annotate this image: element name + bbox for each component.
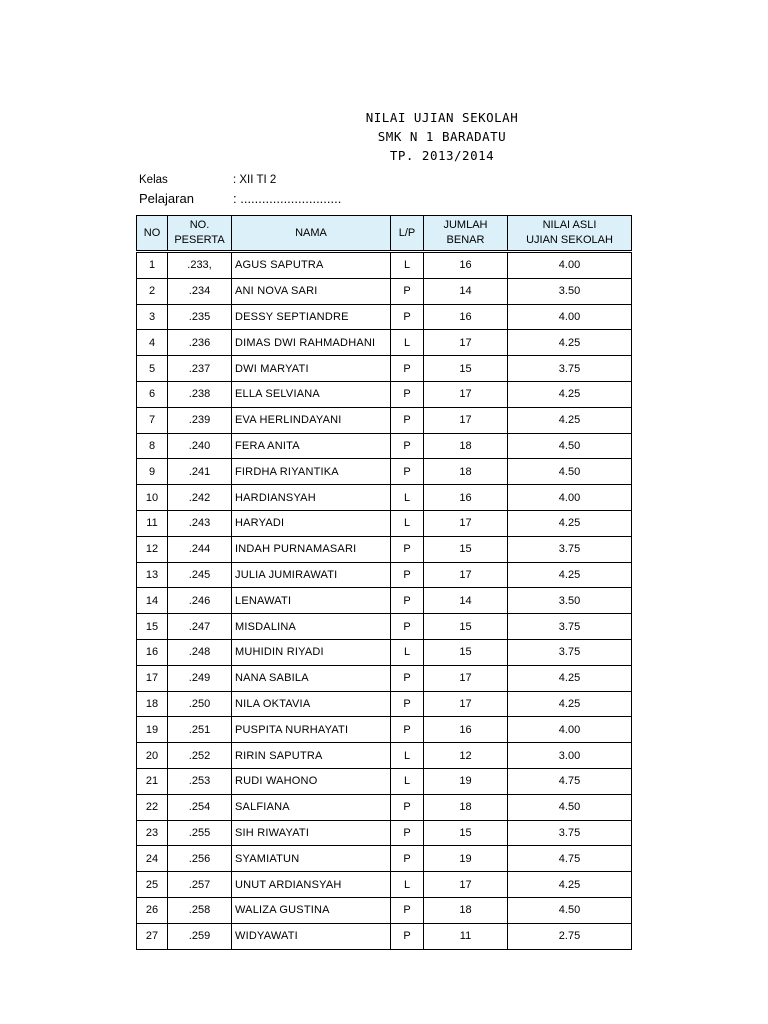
cell-peserta: .254 [168,794,232,820]
cell-peserta: .257 [168,872,232,898]
table-row [137,459,632,485]
cell-nilai: 3.00 [508,743,632,769]
cell-no: 19 [137,717,168,743]
cell-nama: FERA ANITA [232,433,391,459]
table-row [137,614,632,640]
cell-peserta: .241 [168,459,232,485]
table-row [137,717,632,743]
table-row [137,691,632,717]
cell-jumlah-benar: 16 [424,717,508,743]
title-line-3: TP. 2013/2014 [389,148,495,163]
cell-peserta: .235 [168,304,232,330]
cell-lp: P [391,278,424,304]
cell-nama: DIMAS DWI RAHMADHANI [232,330,391,356]
table-row [137,381,632,407]
cell-lp: L [391,743,424,769]
cell-no: 9 [137,459,168,485]
table-row [137,433,632,459]
cell-nama: EVA HERLINDAYANI [232,407,391,433]
cell-nama: HARYADI [232,510,391,536]
cell-lp: P [391,356,424,382]
col-header-no: NO [137,216,168,252]
cell-lp: L [391,639,424,665]
table-row [137,278,632,304]
cell-no: 7 [137,407,168,433]
cell-nilai: 4.25 [508,872,632,898]
cell-peserta: .253 [168,768,232,794]
cell-nilai: 3.50 [508,278,632,304]
cell-peserta: .255 [168,820,232,846]
cell-peserta: .258 [168,897,232,923]
cell-no: 20 [137,743,168,769]
cell-peserta: .243 [168,510,232,536]
cell-nilai: 3.75 [508,614,632,640]
table-row [137,665,632,691]
table-row [137,820,632,846]
cell-lp: P [391,794,424,820]
cell-nama: ANI NOVA SARI [232,278,391,304]
cell-jumlah-benar: 16 [424,485,508,511]
cell-jumlah-benar: 12 [424,743,508,769]
col-header-nilai: NILAI ASLI UJIAN SEKOLAH [508,216,632,252]
cell-nama: INDAH PURNAMASARI [232,536,391,562]
cell-jumlah-benar: 11 [424,923,508,949]
pelajaran-row [139,191,341,206]
cell-no: 23 [137,820,168,846]
cell-no: 15 [137,614,168,640]
cell-nilai: 4.25 [508,330,632,356]
col-header-jumlah: JUMLAH BENAR [424,216,508,252]
cell-nama: MISDALINA [232,614,391,640]
cell-lp: L [391,768,424,794]
cell-no: 25 [137,872,168,898]
cell-no: 16 [137,639,168,665]
table-row [137,330,632,356]
table-row [137,510,632,536]
col-header-lp: L/P [391,216,424,252]
cell-nilai: 2.75 [508,923,632,949]
cell-jumlah-benar: 19 [424,768,508,794]
cell-nilai: 3.75 [508,820,632,846]
cell-jumlah-benar: 16 [424,252,508,279]
cell-no: 5 [137,356,168,382]
cell-jumlah-benar: 15 [424,356,508,382]
cell-jumlah-benar: 17 [424,872,508,898]
cell-jumlah-benar: 18 [424,459,508,485]
cell-nilai: 3.50 [508,588,632,614]
cell-nama: JULIA JUMIRAWATI [232,562,391,588]
cell-nama: FIRDHA RIYANTIKA [232,459,391,485]
cell-jumlah-benar: 17 [424,407,508,433]
cell-nilai: 4.25 [508,665,632,691]
cell-peserta: .239 [168,407,232,433]
cell-jumlah-benar: 15 [424,820,508,846]
cell-peserta: .251 [168,717,232,743]
cell-lp: P [391,923,424,949]
cell-no: 27 [137,923,168,949]
cell-lp: P [391,717,424,743]
cell-no: 10 [137,485,168,511]
cell-lp: P [391,536,424,562]
cell-peserta: .233, [168,252,232,279]
cell-peserta: .250 [168,691,232,717]
cell-no: 21 [137,768,168,794]
cell-nama: SIH RIWAYATI [232,820,391,846]
cell-jumlah-benar: 15 [424,639,508,665]
cell-lp: P [391,433,424,459]
cell-lp: L [391,510,424,536]
cell-peserta: .252 [168,743,232,769]
cell-no: 18 [137,691,168,717]
pelajaran-label: Pelajaran [139,191,194,206]
cell-nilai: 4.25 [508,691,632,717]
cell-jumlah-benar: 18 [424,794,508,820]
cell-no: 13 [137,562,168,588]
cell-jumlah-benar: 17 [424,691,508,717]
cell-no: 6 [137,381,168,407]
cell-nama: HARDIANSYAH [232,485,391,511]
cell-jumlah-benar: 17 [424,381,508,407]
cell-nilai: 4.75 [508,768,632,794]
cell-peserta: .240 [168,433,232,459]
cell-jumlah-benar: 18 [424,433,508,459]
table-row [137,562,632,588]
cell-peserta: .244 [168,536,232,562]
table-row [137,639,632,665]
cell-nama: WALIZA GUSTINA [232,897,391,923]
cell-lp: P [391,588,424,614]
table-row [137,768,632,794]
cell-nilai: 4.50 [508,794,632,820]
cell-nilai: 3.75 [508,536,632,562]
cell-nilai: 4.50 [508,897,632,923]
cell-no: 24 [137,846,168,872]
cell-lp: P [391,897,424,923]
cell-lp: P [391,614,424,640]
cell-jumlah-benar: 17 [424,510,508,536]
cell-nilai: 4.00 [508,717,632,743]
cell-peserta: .237 [168,356,232,382]
cell-nama: AGUS SAPUTRA [232,252,391,279]
cell-jumlah-benar: 14 [424,278,508,304]
cell-jumlah-benar: 17 [424,562,508,588]
cell-nama: WIDYAWATI [232,923,391,949]
cell-jumlah-benar: 19 [424,846,508,872]
cell-peserta: .245 [168,562,232,588]
cell-lp: L [391,485,424,511]
cell-no: 2 [137,278,168,304]
col-header-nama: NAMA [232,216,391,252]
cell-lp: P [391,820,424,846]
cell-nama: NILA OKTAVIA [232,691,391,717]
cell-nama: SALFIANA [232,794,391,820]
cell-nilai: 4.75 [508,846,632,872]
table-row [137,356,632,382]
cell-no: 8 [137,433,168,459]
cell-no: 17 [137,665,168,691]
cell-peserta: .256 [168,846,232,872]
cell-nilai: 4.00 [508,252,632,279]
cell-jumlah-benar: 15 [424,614,508,640]
cell-peserta: .236 [168,330,232,356]
cell-lp: L [391,330,424,356]
cell-nama: ELLA SELVIANA [232,381,391,407]
cell-nama: MUHIDIN RIYADI [232,639,391,665]
cell-nilai: 4.00 [508,304,632,330]
cell-jumlah-benar: 15 [424,536,508,562]
title-line-1: NILAI UJIAN SEKOLAH [365,110,519,125]
cell-lp: P [391,691,424,717]
cell-nilai: 4.25 [508,562,632,588]
table-row [137,846,632,872]
cell-lp: P [391,665,424,691]
kelas-label: Kelas [139,174,168,186]
cell-peserta: .242 [168,485,232,511]
grades-table [136,215,632,950]
table-row [137,794,632,820]
kelas-value: : XII TI 2 [233,174,277,186]
cell-jumlah-benar: 17 [424,330,508,356]
cell-nilai: 4.25 [508,510,632,536]
cell-jumlah-benar: 16 [424,304,508,330]
cell-peserta: .247 [168,614,232,640]
table-row [137,923,632,949]
cell-lp: P [391,407,424,433]
cell-nilai: 4.25 [508,407,632,433]
cell-nilai: 3.75 [508,356,632,382]
table-header-row [137,216,632,252]
cell-nama: RUDI WAHONO [232,768,391,794]
cell-lp: P [391,562,424,588]
cell-jumlah-benar: 18 [424,897,508,923]
cell-nilai: 3.75 [508,639,632,665]
cell-lp: P [391,381,424,407]
cell-nama: LENAWATI [232,588,391,614]
table-row [137,743,632,769]
cell-lp: P [391,459,424,485]
cell-nilai: 4.00 [508,485,632,511]
cell-nilai: 4.25 [508,381,632,407]
cell-peserta: .234 [168,278,232,304]
cell-nama: RIRIN SAPUTRA [232,743,391,769]
cell-peserta: .238 [168,381,232,407]
cell-no: 22 [137,794,168,820]
cell-nama: DWI MARYATI [232,356,391,382]
pelajaran-value: : ............................ [233,191,342,206]
table-row [137,588,632,614]
cell-peserta: .249 [168,665,232,691]
cell-nama: PUSPITA NURHAYATI [232,717,391,743]
cell-no: 12 [137,536,168,562]
cell-no: 1 [137,252,168,279]
cell-nama: UNUT ARDIANSYAH [232,872,391,898]
cell-jumlah-benar: 17 [424,665,508,691]
cell-jumlah-benar: 14 [424,588,508,614]
cell-nama: NANA SABILA [232,665,391,691]
cell-nilai: 4.50 [508,459,632,485]
cell-lp: P [391,304,424,330]
cell-no: 14 [137,588,168,614]
table-row [137,485,632,511]
cell-no: 4 [137,330,168,356]
cell-no: 11 [137,510,168,536]
document-title [312,108,572,165]
cell-lp: L [391,872,424,898]
table-row [137,407,632,433]
col-header-peserta: NO. PESERTA [168,216,232,252]
cell-lp: P [391,846,424,872]
cell-no: 26 [137,897,168,923]
cell-nilai: 4.50 [508,433,632,459]
title-line-2: SMK N 1 BARADATU [377,129,507,144]
cell-lp: L [391,252,424,279]
cell-nama: SYAMIATUN [232,846,391,872]
cell-peserta: .248 [168,639,232,665]
kelas-row [139,174,276,186]
table-row [137,897,632,923]
table-row [137,252,632,279]
table-row [137,872,632,898]
cell-nama: DESSY SEPTIANDRE [232,304,391,330]
table-row [137,536,632,562]
cell-peserta: .259 [168,923,232,949]
cell-peserta: .246 [168,588,232,614]
cell-no: 3 [137,304,168,330]
table-row [137,304,632,330]
